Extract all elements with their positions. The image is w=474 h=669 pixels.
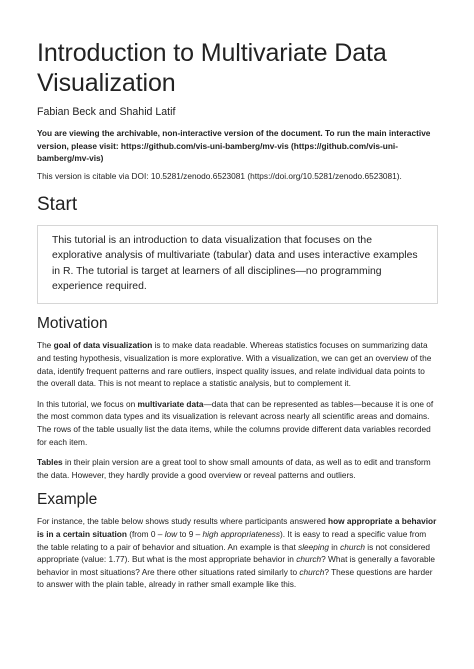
motivation-paragraph-3: Tables in their plain version are a great tool to show small amounts of data, as well as to edit and transform the data. However, they hardly provide a good overview or reveal patterns and outliers. bbox=[37, 457, 431, 480]
citation-note: This version is citable via DOI: 10.5281/zenodo.6523081 (https://doi.org/10.5281/zenodo.6523081). bbox=[37, 170, 402, 181]
motivation-paragraph-2: In this tutorial, we focus on multivariate data—data that can be represented as tables—because it is one of the most common data types and its visualization is relevant across nearly all scientific areas and domains. The rows of the table usually list the data items, while the columns provide different data variables recorded for each item. bbox=[37, 398, 434, 447]
section-heading-motivation: Motivation bbox=[37, 315, 108, 333]
motivation-paragraph-1: The goal of data visualization is to make data readable. Whereas statistics focuses on summarizing data and testing hypothesis, visualization is more explorative. With a visualization, we can get an overview of the data, identify frequent patterns and rare outliers, inspect quality issues, and relate individual data points to the overall data. This is not meant to replace a statistic analysis, but to complement it. bbox=[37, 340, 432, 389]
authors: Fabian Beck and Shahid Latif bbox=[37, 106, 176, 118]
section-heading-example: Example bbox=[37, 491, 98, 509]
page-title: Introduction to Multivariate Data Visualization bbox=[37, 39, 387, 97]
example-paragraph-1: For instance, the table below shows study results where participants answered how appropriate a behavior is in a certain situation (from 0 – low to 9 – high appropriateness). It is easy to read a specific value from the table relating to a pair of behavior and situation. An example is that sleeping in church is not considered appropriate (value: 1.77). But what is the most appropriate behavior in church? What is generally a favorable behavior in most situations? Are there other situations rated similarly to church? These questions are harder to answer with the plain table, already in rather small example like this. bbox=[37, 516, 437, 590]
intro-callout: This tutorial is an introduction to data visualization that focuses on the explorative analysis of multivariate (tabular) data and uses interactive examples in R. The tutorial is target at learners of all disciplines—no programming experience required. bbox=[37, 225, 438, 305]
section-heading-start: Start bbox=[37, 193, 78, 215]
archive-notice: You are viewing the archivable, non-interactive version of the document. To run the main interactive version, please visit: https://github.com/vis-uni-bamberg/mv-vis (https://github.com/vis-uni-bamberg/mv-vis) bbox=[37, 128, 431, 164]
